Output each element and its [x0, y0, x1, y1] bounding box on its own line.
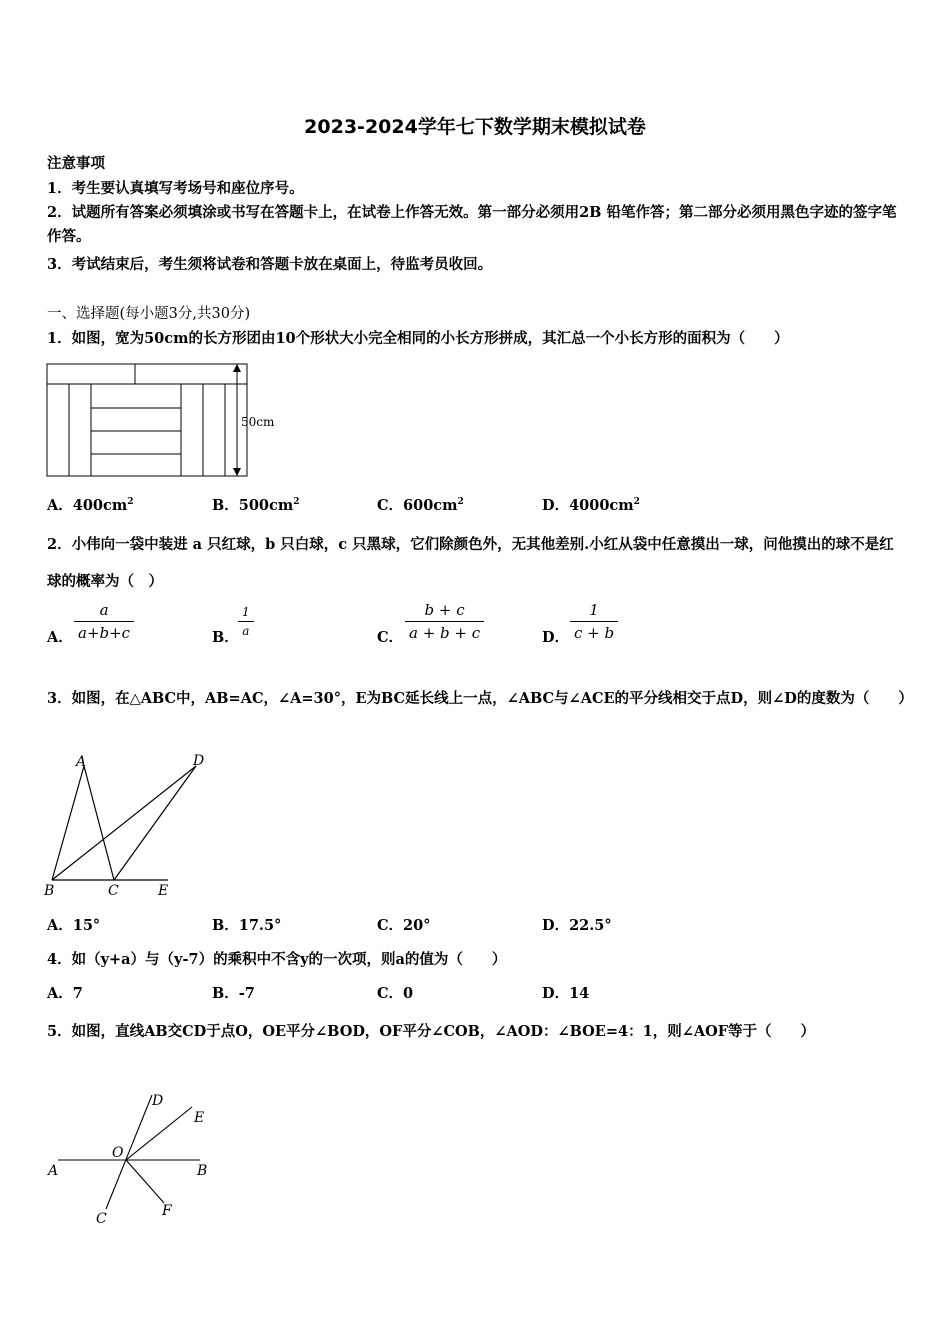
q2-option-d-fraction	[570, 601, 618, 642]
question-1-figure	[45, 362, 285, 480]
q3-label-e: E	[158, 883, 169, 899]
q2-option-b-label: B．	[212, 629, 239, 646]
q3-option-b: B．17.5°	[212, 917, 282, 934]
q3-label-a: A	[76, 754, 87, 770]
q2-option-d-label: D．	[542, 629, 570, 646]
fraction-denominator: a + b + c	[409, 624, 481, 642]
fraction-numerator: 1	[589, 601, 599, 619]
q5-label-a: A	[48, 1163, 59, 1179]
fraction-denominator: a	[242, 624, 250, 638]
q2-option-a-label: A．	[47, 629, 73, 646]
fraction-numerator: b + c	[424, 601, 465, 619]
q3-option-a: A．15°	[47, 917, 101, 934]
q4-option-d: D．14	[542, 985, 590, 1002]
fraction-denominator: a+b+c	[78, 624, 131, 642]
q5-label-f: F	[162, 1203, 172, 1219]
notice-item-1: 1．考生要认真填写考场号和座位序号。	[47, 180, 304, 197]
q5-label-e: E	[194, 1110, 205, 1126]
q2-option-c-label: C．	[377, 629, 404, 646]
q5-label-d: D	[152, 1093, 164, 1109]
question-3-figure	[40, 750, 220, 900]
question-2-text: 2．小伟向一袋中装进 a 只红球，b 只白球，c 只黑球，它们除颜色外，无其他差别.小红从袋中任意摸出一球，问他摸出的球不是红球的概率为（ ）	[47, 536, 894, 590]
q5-label-c: C	[96, 1211, 107, 1227]
q3-option-d: D．22.5°	[542, 917, 612, 934]
notice-heading: 注意事项	[47, 155, 105, 172]
q4-option-b: B．-7	[212, 985, 255, 1002]
question-3-text: 3．如图，在△ABC中，AB=AC，∠A=30°，E为BC延长线上一点，∠ABC与∠ACE的平分线相交于点D，则∠D的度数为（ ）	[47, 690, 913, 707]
fraction-numerator: 1	[242, 605, 250, 619]
q4-option-a: A．7	[47, 985, 83, 1002]
question-4-text: 4．如（y+a）与（y-7）的乘积中不含y的一次项，则a的值为（ ）	[47, 951, 507, 968]
fraction-denominator: c + b	[574, 624, 615, 642]
q4-option-c: C．0	[377, 985, 414, 1002]
q1-option-a: A．$400cm^2$	[47, 497, 134, 514]
q5-label-b: B	[197, 1163, 208, 1179]
q1-option-c: C．$600cm^2$	[377, 497, 464, 514]
q5-label-o: O	[112, 1145, 124, 1161]
question-5-figure	[40, 1085, 220, 1230]
section-heading: 一、选择题(每小题3分,共30分)	[47, 306, 251, 322]
question-5-text: 5．如图，直线AB交CD于点O，OE平分∠BOD，OF平分∠COB，∠AOD：∠BOE=4：1，则∠AOF等于（ ）	[47, 1023, 816, 1040]
q1-option-b: B．$500cm^2$	[212, 497, 300, 514]
notice-item-2: 2．试题所有答案必须填涂或书写在答题卡上，在试卷上作答无效。第一部分必须用2B 铅笔作答；第二部分必须用黑色字迹的签字笔作答。	[47, 204, 897, 245]
q2-option-c-fraction	[405, 601, 484, 642]
q1-option-d: D．$4000cm^2$	[542, 497, 640, 514]
question-1-text: 1．如图，宽为50cm的长方形团由10个形状大小完全相同的小长方形拼成，其汇总一个小长方形的面积为（ ）	[47, 330, 789, 347]
q1-dimension-label: 50cm	[241, 415, 275, 429]
q3-label-c: C	[108, 883, 119, 899]
q3-label-b: B	[44, 883, 55, 899]
q3-label-d: D	[193, 753, 205, 769]
q2-option-a-fraction	[74, 601, 134, 642]
q2-option-b-fraction	[238, 605, 254, 638]
fraction-numerator: a	[99, 601, 109, 619]
notice-item-3: 3．考试结束后，考生须将试卷和答题卡放在桌面上，待监考员收回。	[47, 256, 493, 273]
q3-option-c: C．20°	[377, 917, 431, 934]
page-title: 2023-2024学年七下数学期末模拟试卷	[304, 116, 646, 138]
